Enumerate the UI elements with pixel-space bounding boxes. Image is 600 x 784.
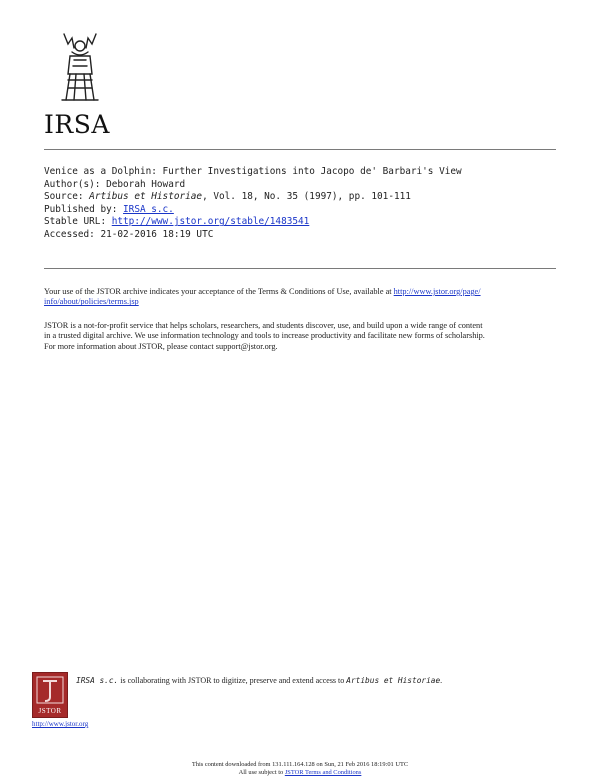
middle-divider <box>44 268 556 269</box>
author-label: Author(s): <box>44 178 101 190</box>
irsa-logo <box>44 30 124 140</box>
article-title: Venice as a Dolphin: Further Investigations into Jacopo de' Barbari's View <box>44 166 462 177</box>
footer-terms-line: All use subject to JSTOR Terms and Conditions <box>238 769 362 776</box>
footer-terms-link[interactable]: JSTOR Terms and Conditions <box>284 769 362 776</box>
citation-block <box>44 166 462 242</box>
accessed-date: 21-02-2016 18:19 UTC <box>100 228 214 240</box>
author-name: Deborah Howard <box>106 178 186 190</box>
collab-partner: IRSA s.c. <box>76 676 119 685</box>
stable-url-link[interactable]: http://www.jstor.org/stable/1483541 <box>111 216 310 228</box>
source-journal: Artibus et Historiae <box>89 191 203 203</box>
published-label: Published by: <box>44 203 118 215</box>
author-line <box>44 179 462 192</box>
stable-url-line <box>44 216 462 229</box>
jstor-logo-text: JSTOR <box>38 707 62 715</box>
terms-paragraph <box>44 287 556 308</box>
jstor-url-link[interactable]: http://www.jstor.org <box>32 720 89 728</box>
source-details: , Vol. 18, No. 35 (1997), pp. 101-111 <box>202 191 411 203</box>
footer-download-line: This content downloaded from 131.111.164.128 on Sun, 21 Feb 2016 18:19:01 UTC <box>191 761 409 768</box>
publisher-link[interactable]: IRSA s.c. <box>123 203 174 215</box>
top-divider <box>44 149 556 150</box>
about-line-2: in a trusted digital archive. We use information technology and tools to increase productivity and facilitate new forms of scholarship. <box>44 331 485 341</box>
stable-url-label: Stable URL: <box>44 216 107 228</box>
publisher-line <box>44 204 462 217</box>
source-label: Source: <box>44 191 84 203</box>
download-footer <box>0 761 600 777</box>
collaboration-line: IRSA s.c. is collaborating with JSTOR to digitize, preserve and extend access to Artibus et Historiae. <box>76 676 443 685</box>
irsa-emblem-icon <box>58 30 102 104</box>
terms-link[interactable]: http://www.jstor.org/page/ info/about/policies/terms.jsp <box>44 287 481 307</box>
terms-text: Your use of the JSTOR archive indicates your acceptance of the Terms & Conditions of Use, available at <box>44 287 392 296</box>
source-line <box>44 191 462 204</box>
jstor-emblem-icon <box>33 673 67 707</box>
collab-journal: Artibus et Historiae <box>346 676 441 685</box>
accessed-label: Accessed: <box>44 228 95 240</box>
about-line-3: For more information about JSTOR, please contact support@jstor.org. <box>44 341 278 351</box>
jstor-logo[interactable] <box>32 672 68 718</box>
about-line-1: JSTOR is a not-for-profit service that helps scholars, researchers, and students discover, use, and build upon a wide range of content <box>44 321 483 330</box>
about-jstor-paragraph <box>44 321 556 352</box>
accessed-line <box>44 229 462 242</box>
irsa-logo-text: IRSA <box>44 110 110 139</box>
collab-text: is collaborating with JSTOR to digitize, preserve and extend access to <box>120 676 345 685</box>
